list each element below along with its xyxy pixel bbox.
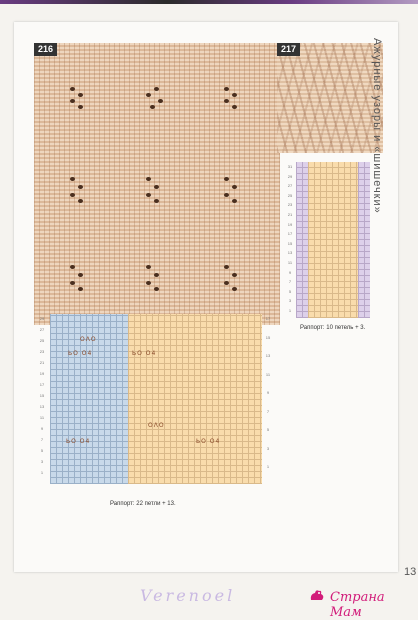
swatch-216-photo	[34, 43, 280, 325]
row-number: 27	[287, 183, 293, 189]
row-number: 29	[287, 173, 293, 179]
row-number: 15	[265, 334, 271, 340]
row-number: 13	[287, 250, 293, 256]
row-number: 17	[39, 382, 45, 387]
top-decorative-bar	[0, 0, 418, 4]
row-number: 15	[287, 240, 293, 246]
chart-217-repeat-area	[308, 162, 358, 318]
row-number: 17	[287, 231, 293, 237]
chart-216	[36, 314, 276, 492]
rooster-icon	[308, 588, 326, 604]
watermark-text: Страна Мам	[330, 590, 385, 620]
pattern-216-number: 216	[34, 43, 57, 56]
pattern-217-number: 217	[277, 43, 300, 56]
row-number: 25	[39, 338, 45, 343]
pattern-217-repeat-caption: Раппорт: 10 петель + 3.	[300, 325, 366, 331]
row-number: 31	[287, 164, 293, 169]
row-number: 5	[288, 288, 292, 294]
row-number: 21	[287, 212, 293, 217]
row-number: 3	[40, 459, 44, 464]
row-number: 7	[40, 437, 44, 442]
row-number: 29	[39, 316, 45, 321]
swatch-217-photo	[277, 43, 383, 153]
row-number: 9	[288, 269, 292, 275]
row-number: 3	[288, 298, 292, 304]
row-number: 1	[288, 308, 292, 313]
chart-216-repeat-area	[128, 314, 262, 484]
row-number: 1	[40, 470, 44, 475]
row-number: 17	[265, 316, 271, 321]
book-page	[14, 22, 398, 572]
chart-217-edge-right	[358, 162, 370, 318]
row-number: 13	[39, 404, 45, 409]
row-number: 3	[266, 445, 270, 451]
row-number: 21	[39, 360, 45, 365]
chart-217	[286, 162, 381, 322]
row-number: 19	[39, 371, 45, 376]
chart-216-motif: ЬО О4	[66, 438, 91, 445]
chart-216-motif: ЬО О4	[68, 350, 93, 357]
pattern-216-repeat-caption: Раппорт: 22 петли + 13.	[110, 501, 176, 507]
brand-logo: Verenoel	[140, 586, 236, 605]
row-number: 11	[265, 371, 271, 377]
row-number: 9	[40, 426, 44, 431]
row-number: 1	[266, 464, 270, 469]
row-number: 23	[39, 349, 45, 354]
row-number: 9	[266, 390, 270, 395]
chart-216-motif: ЬО О4	[196, 438, 221, 445]
row-number: 19	[287, 221, 293, 227]
chart-216-motif: ЬО О4	[132, 350, 157, 357]
row-number: 15	[39, 393, 45, 398]
row-number: 11	[287, 260, 293, 265]
chart-217-edge-left	[296, 162, 308, 318]
row-number: 7	[266, 408, 270, 414]
row-number: 7	[288, 279, 292, 285]
chapter-title: Ажурные узоры и «шишечки»	[371, 38, 383, 214]
page-number: 13	[404, 566, 417, 578]
row-number: 25	[287, 192, 293, 198]
chart-216-motif: ОΛО	[148, 422, 165, 429]
row-number: 5	[40, 448, 44, 453]
chart-216-motif: ОΛО	[80, 336, 97, 343]
row-number: 13	[265, 353, 271, 358]
row-number: 11	[39, 415, 45, 420]
row-number: 27	[39, 327, 45, 332]
row-number: 5	[266, 427, 270, 432]
row-number: 23	[287, 202, 293, 208]
